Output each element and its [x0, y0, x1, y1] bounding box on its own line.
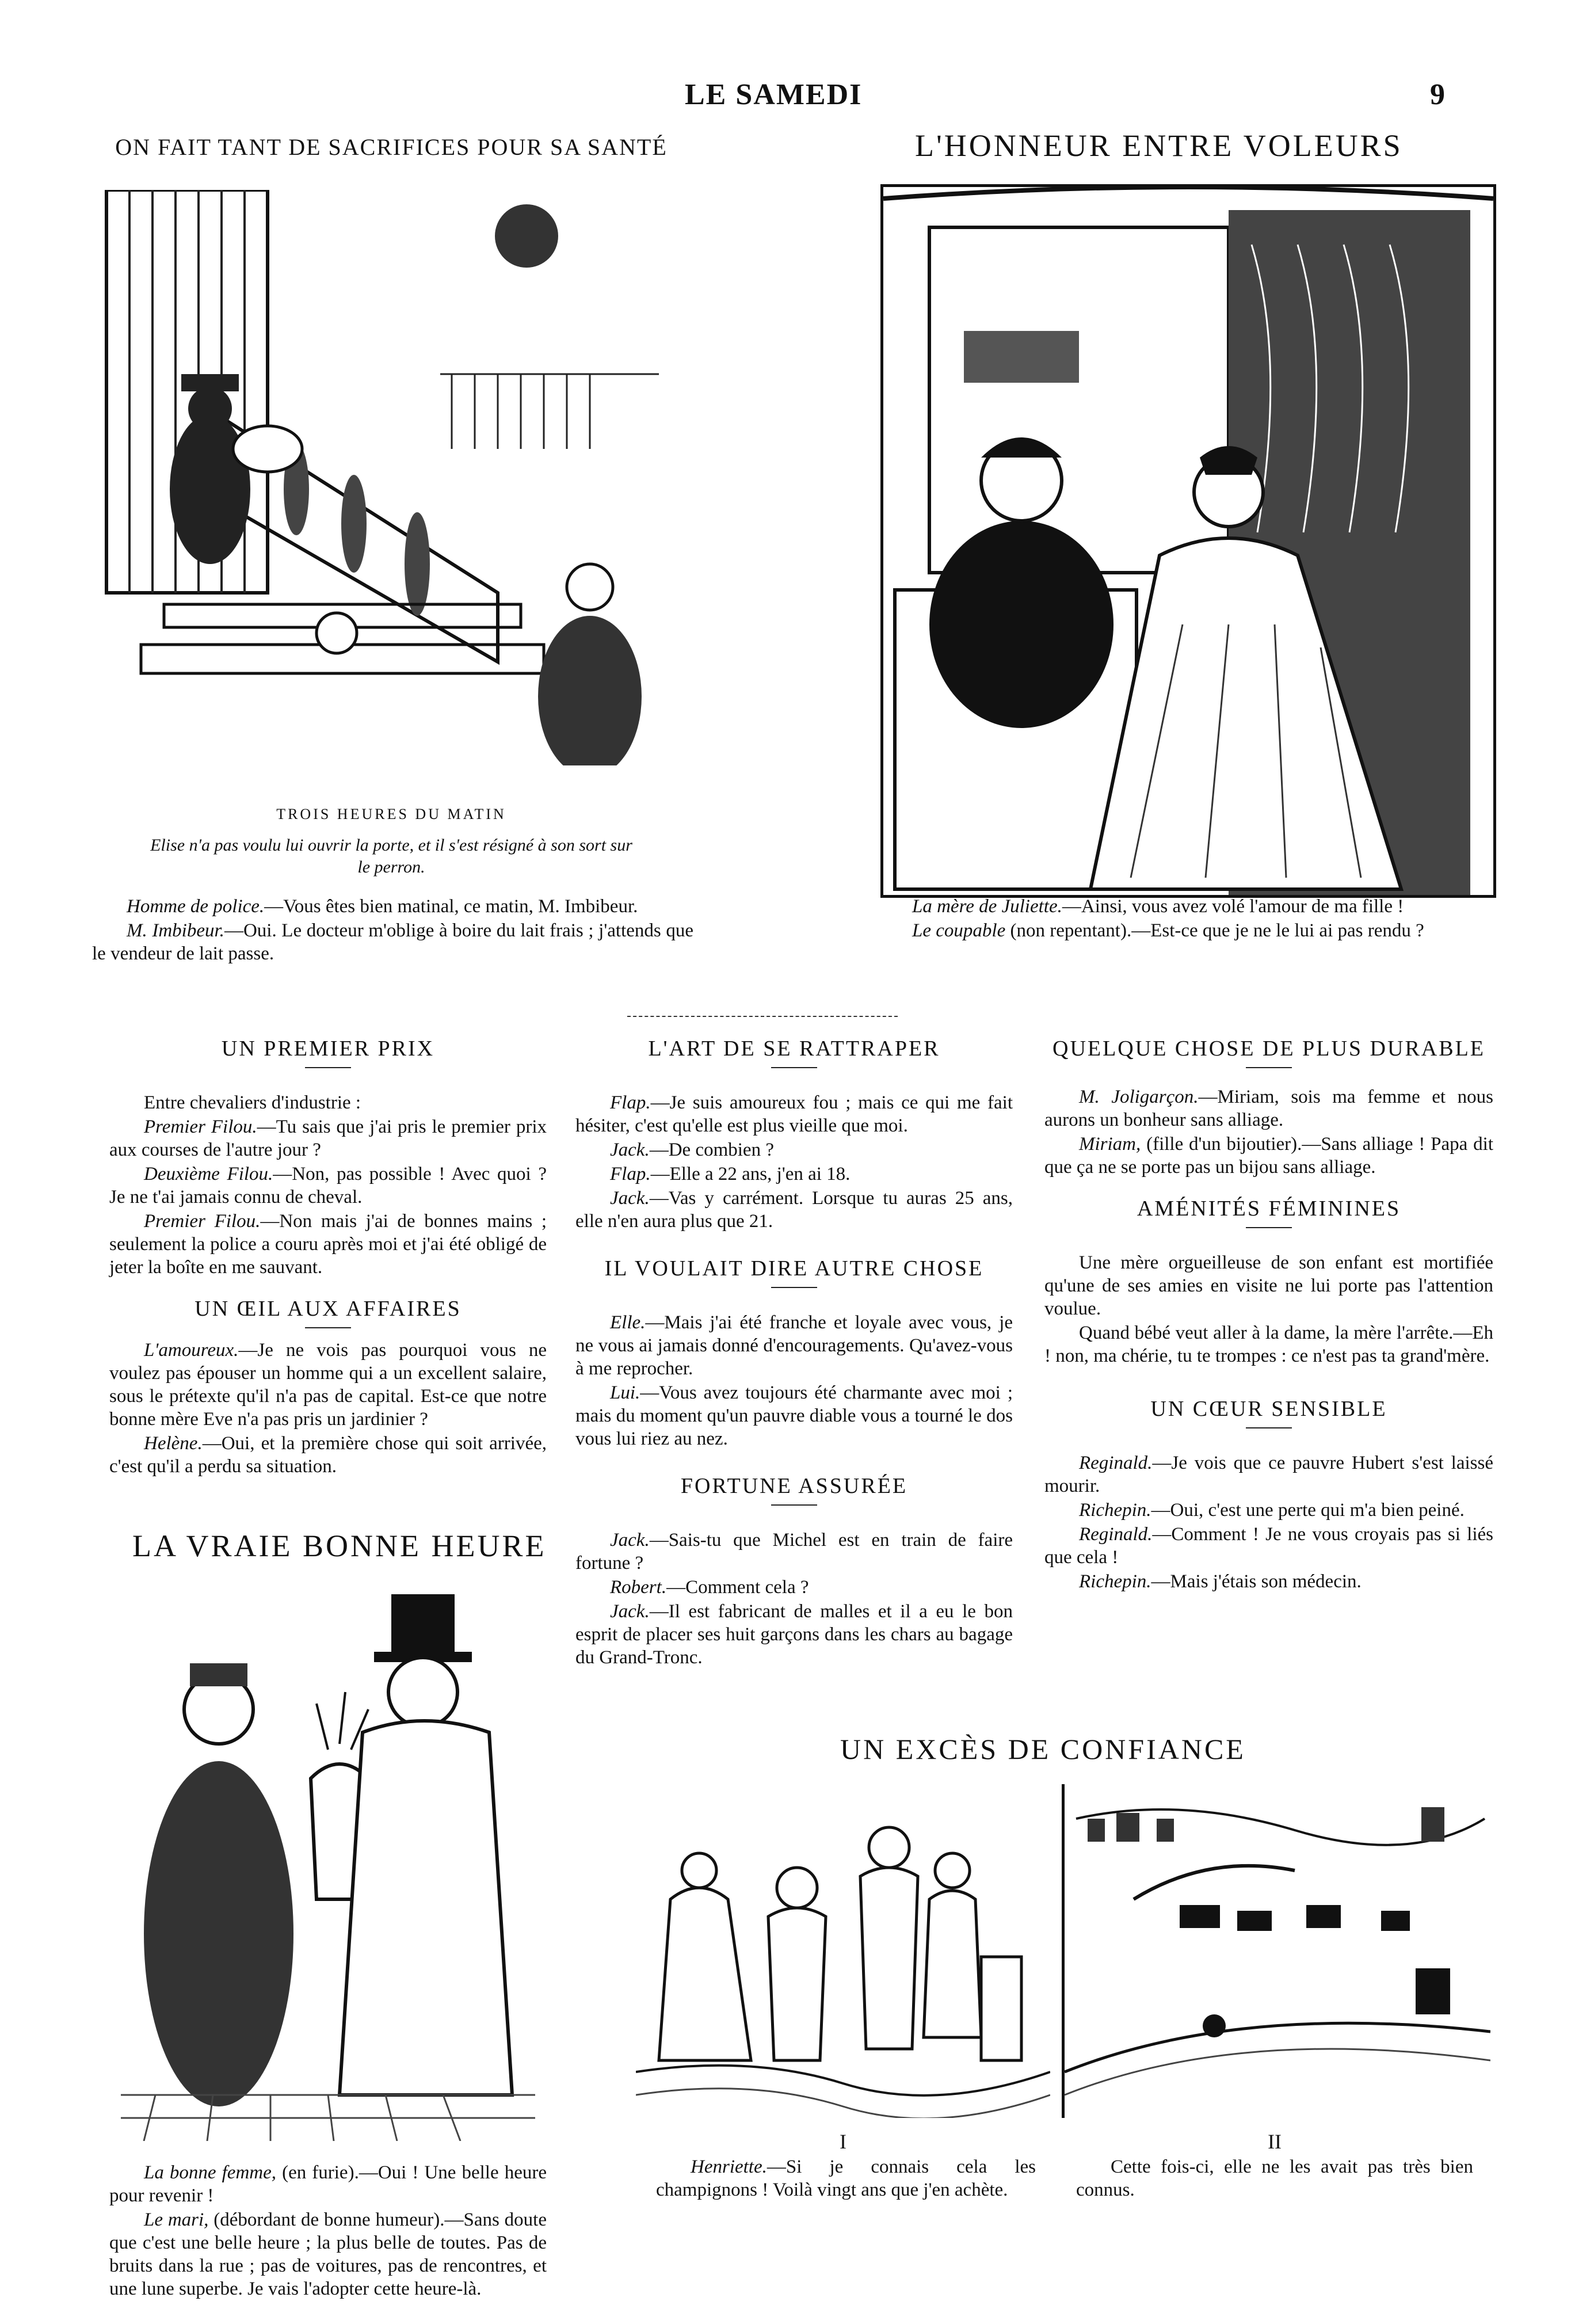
speaker: L'amoureux. [144, 1340, 239, 1361]
speaker: Miriam, [1079, 1134, 1141, 1155]
column-1 [109, 1036, 547, 1479]
exces-title: UN EXCÈS DE CONFIANCE [840, 1733, 1246, 1765]
speaker: Flap. [610, 1092, 651, 1113]
fortune-title: FORTUNE ASSURÉE [680, 1474, 908, 1498]
cartoon1-illustration [95, 190, 688, 765]
panel1-number: I [840, 2130, 846, 2153]
durable-title: QUELQUE CHOSE DE PLUS DURABLE [1053, 1037, 1485, 1061]
line-text: —Il est fabricant de malles et il a eu le bon esprit de placer ses huit garçons dans les chars au bagage du Grand-Tronc. [575, 1601, 1013, 1668]
speaker: La mère de Juliette. [912, 896, 1062, 917]
speaker: Richepin. [1079, 1500, 1151, 1521]
speaker: Elle. [610, 1312, 646, 1333]
line-text: —Comment cela ? [666, 1577, 809, 1598]
line-text: —Vas y carrément. Lorsque tu auras 25 ans, elle n'en aura plus que 21. [575, 1188, 1013, 1232]
intro: Entre chevaliers d'industrie : [144, 1092, 361, 1113]
newspaper-title: LE SAMEDI [685, 78, 863, 111]
line-text: —Vous avez toujours été charmante avec moi ; mais du moment qu'un pauvre diable vous a tourné le dos vous lui riez au nez. [575, 1382, 1013, 1449]
speaker: Jack. [610, 1530, 650, 1550]
rule [771, 1287, 817, 1288]
speaker: Richepin. [1079, 1571, 1151, 1592]
speaker: Jack. [610, 1140, 650, 1160]
rule [771, 1067, 817, 1068]
line-text: —Sais-tu que Michel est en train de faire fortune ? [575, 1530, 1013, 1574]
line-text: —Je ne vois pas pourquoi vous ne voulez pas épouser un homme qui a un excellent salaire, sous le prétexte qu'il n'a pas de capital. Est-ce que notre bonne mère Eve n'a pas pris un jardinier ? [109, 1340, 547, 1430]
line-text: —Oui, et la première chose qui soit arrivée, c'est qu'il a perdu sa situation. [109, 1433, 547, 1477]
line-text: —Mais j'étais son médecin. [1151, 1571, 1362, 1592]
line-text: —Je vois que ce pauvre Hubert s'est laissé mourir. [1044, 1453, 1493, 1496]
amenites-title: AMÉNITÉS FÉMININES [1137, 1197, 1401, 1221]
line-text: —Si je connais cela les champignons ! Voilà vingt ans que j'en achète. [656, 2157, 1036, 2200]
speaker: Premier Filou. [144, 1211, 261, 1232]
panel2-caption [1076, 2155, 1473, 2203]
speaker: Deuxième Filou. [144, 1164, 273, 1184]
cartoon1-subcaption: Elise n'a pas voulu lui ouvrir la porte, et il s'est résigné à son sort sur le perron. [150, 836, 632, 877]
amenites-p1: Une mère orgueilleuse de son enfant est mortifiée qu'une de ses amies en visite ne lui porte pas l'attention voulue. [1044, 1252, 1493, 1319]
column-2 [575, 1036, 1013, 1670]
line-text: (en furie).—Oui ! Une belle heure pour revenir ! [109, 2162, 547, 2206]
rule [771, 1504, 817, 1506]
rule [305, 1327, 351, 1328]
panel2-number: II [1268, 2130, 1282, 2153]
page-number: 9 [1430, 78, 1446, 111]
line-text: —Ainsi, vous avez volé l'amour de ma fille ! [1062, 896, 1404, 917]
rule [1246, 1227, 1292, 1228]
line-text: —Mais j'ai été franche et loyale avec vous, je ne vous ai jamais donné d'encouragements. Qu'avez-vous à me reprocher. [575, 1312, 1013, 1379]
line-text: —Vous êtes bien matinal, ce matin, M. Imbibeur. [264, 896, 638, 917]
cartoon2-title: L'HONNEUR ENTRE VOLEURS [915, 128, 1403, 163]
speaker: Le coupable [912, 920, 1006, 941]
rule [305, 1067, 351, 1068]
speaker: Reginald. [1079, 1524, 1153, 1545]
cartoon2-dialogue [878, 895, 1493, 943]
amenites-p2: Quand bébé veut aller à la dame, la mère l'arrête.—Eh ! non, ma chérie, tu te trompes : ce n'est pas ta grand'mère. [1044, 1323, 1493, 1366]
exces-panel-1 [636, 1784, 1050, 2118]
divider [627, 1016, 898, 1017]
speaker: Jack. [610, 1601, 650, 1622]
column-3 [1044, 1036, 1493, 1594]
bonne-heure-illustration [121, 1577, 535, 2141]
speaker: M. Joligarçon. [1079, 1087, 1199, 1107]
line-text: —Comment ! Je ne vous croyais pas si liés que cela ! [1044, 1524, 1493, 1568]
rattraper-title: L'ART DE SE RATTRAPER [648, 1037, 940, 1061]
cartoon1-caption: TROIS HEURES DU MATIN [276, 806, 506, 822]
panel1-caption [656, 2155, 1036, 2203]
vraie-bonne-heure-title: LA VRAIE BONNE HEURE [132, 1529, 547, 1563]
line-text: —Non, pas possible ! Avec quoi ? Je ne t'ai jamais connu de cheval. [109, 1164, 547, 1207]
speaker: M. Imbibeur. [127, 920, 224, 941]
speaker: Henriette. [691, 2157, 767, 2177]
speaker: La bonne femme, [144, 2162, 277, 2183]
line-text: —Oui, c'est une perte qui m'a bien peiné. [1151, 1500, 1465, 1521]
line-text: (non repentant).—Est-ce que je ne le lui ai pas rendu ? [1005, 920, 1424, 941]
line-text: (débordant de bonne humeur).—Sans doute que c'est une belle heure ; la plus belle de toutes. Pas de bruits dans la rue ; pas de voitures, pas de rencontres, et une lune superbe. Je vais l'adopter cette heure-là. [109, 2209, 547, 2299]
line-text: —Je suis amoureux fou ; mais ce qui me fait hésiter, c'est qu'elle est plus vieille que moi. [575, 1092, 1013, 1136]
speaker: Premier Filou. [144, 1117, 257, 1137]
exces-panel-2 [1062, 1784, 1490, 2118]
line-text: —Elle a 22 ans, j'en ai 18. [650, 1164, 851, 1184]
panel2-text: Cette fois-ci, elle ne les avait pas très bien connus. [1076, 2157, 1473, 2200]
autre-chose-title: IL VOULAIT DIRE AUTRE CHOSE [604, 1256, 984, 1281]
line-text: —Miriam, sois ma femme et nous aurons un bonheur sans alliage. [1044, 1087, 1493, 1130]
line-text: —De combien ? [649, 1140, 774, 1160]
oeil-title: UN ŒIL AUX AFFAIRES [195, 1297, 462, 1321]
speaker: Le mari, [144, 2209, 209, 2230]
speaker: Flap. [610, 1164, 651, 1184]
cartoon1-title: ON FAIT TANT DE SACRIFICES POUR SA SANTÉ [115, 134, 668, 160]
speaker: Homme de police. [127, 896, 265, 917]
premier-prix-title: UN PREMIER PRIX [221, 1037, 435, 1061]
cartoon2-illustration [880, 184, 1496, 898]
line-text: —Tu sais que j'ai pris le premier prix aux courses de l'autre jour ? [109, 1117, 547, 1160]
speaker: Reginald. [1079, 1453, 1153, 1473]
line-text: —Non mais j'ai de bonnes mains ; seulement la police a couru après moi et j'ai été obligé de jeter la boîte en me sauvant. [109, 1211, 547, 1278]
cartoon1-dialogue [92, 895, 693, 966]
line-text: (fille d'un bijoutier).—Sans alliage ! Papa dit que ça ne se porte pas un bijou sans alliage. [1044, 1134, 1493, 1178]
speaker: Helène. [144, 1433, 203, 1454]
rule [1246, 1067, 1292, 1068]
speaker: Jack. [610, 1188, 650, 1209]
speaker: Lui. [610, 1382, 640, 1403]
rule [1246, 1427, 1292, 1428]
bonne-heure-dialogue [109, 2161, 547, 2302]
speaker: Robert. [610, 1577, 667, 1598]
line-text: —Oui. Le docteur m'oblige à boire du lait frais ; j'attends que le vendeur de lait passe. [92, 920, 694, 964]
coeur-title: UN CŒUR SENSIBLE [1150, 1397, 1387, 1421]
